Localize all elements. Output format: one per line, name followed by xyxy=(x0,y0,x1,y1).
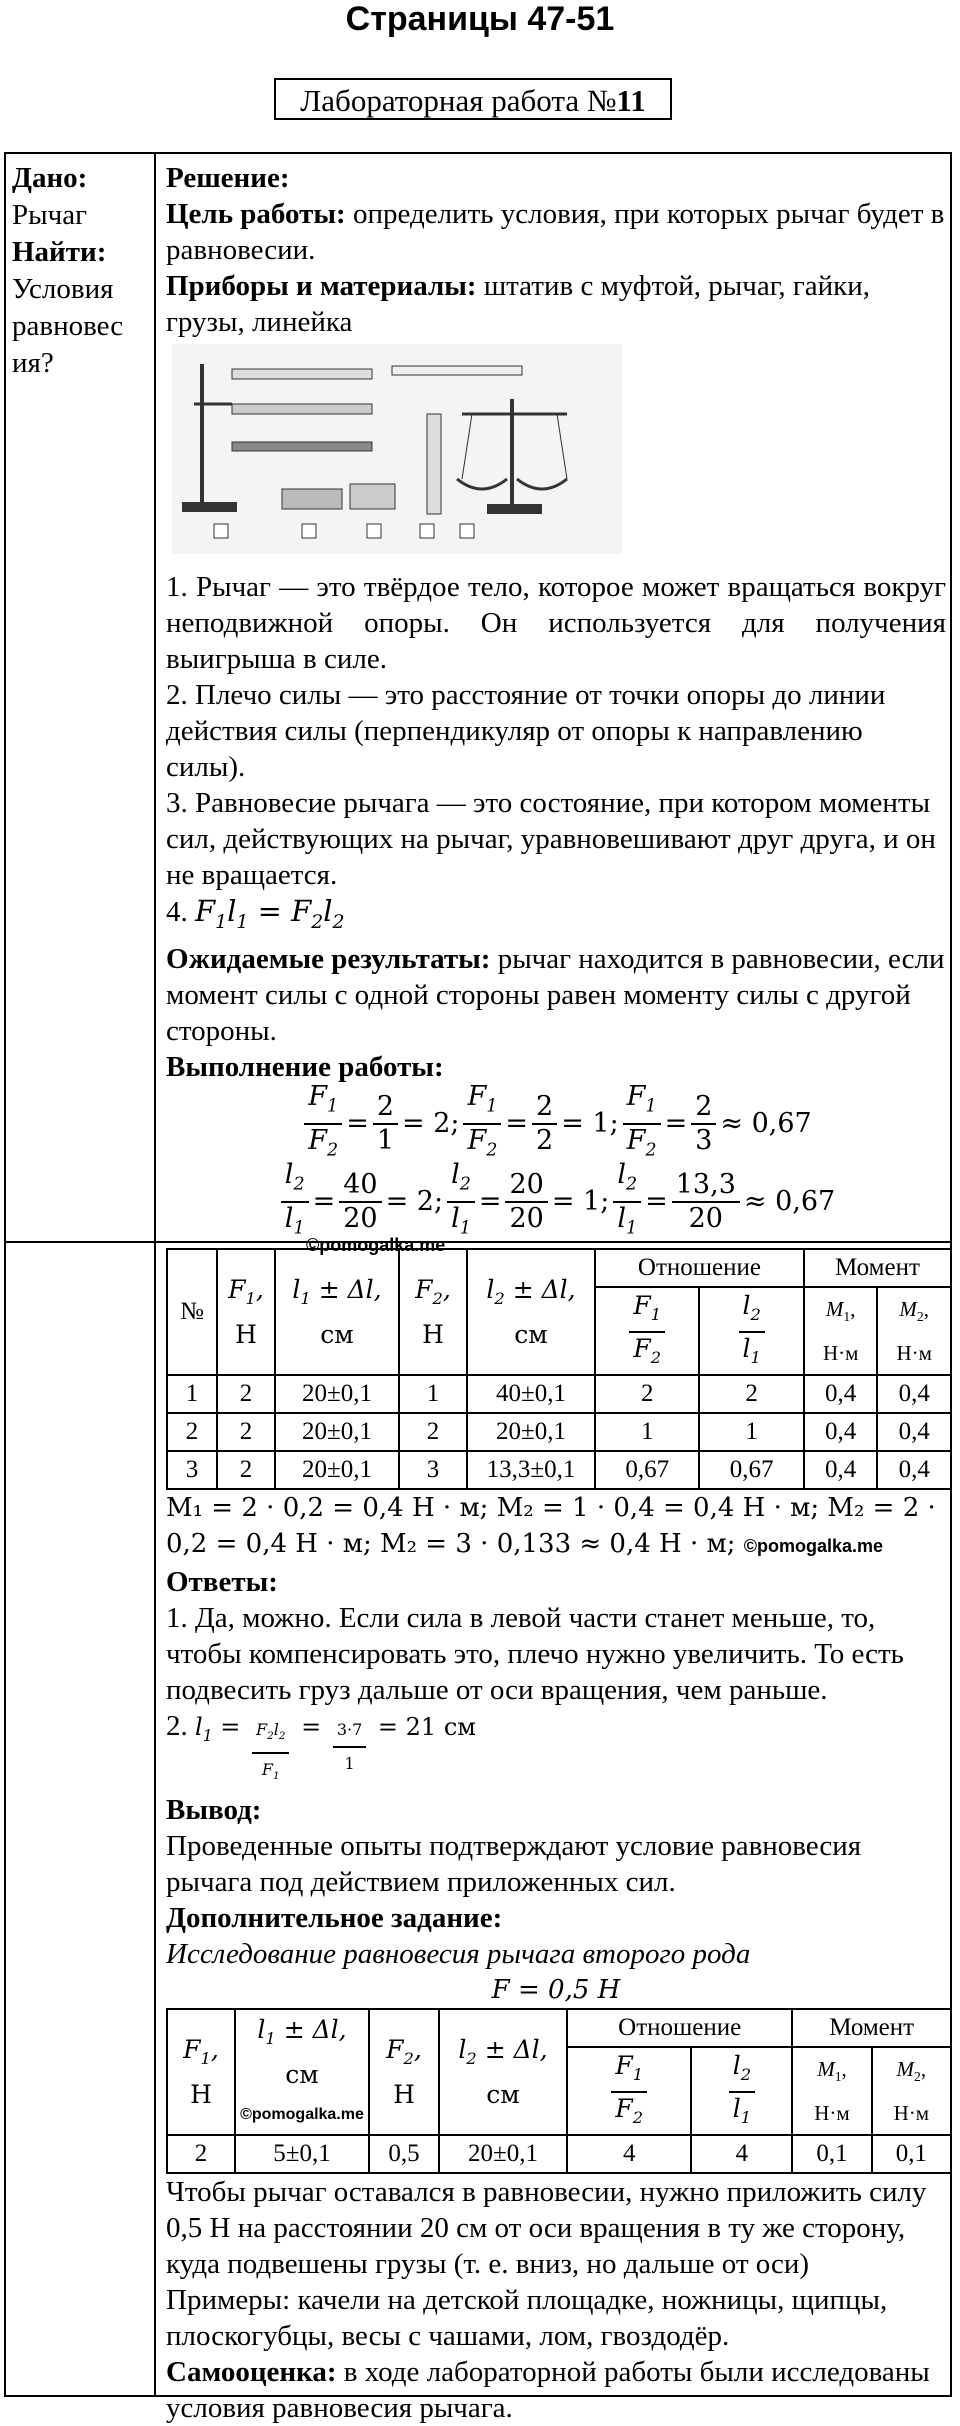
th2-m2: $M_2$, Н·м xyxy=(872,2047,951,2135)
th2-f2: $F_2$, Н xyxy=(369,2009,439,2135)
item-4 xyxy=(166,893,946,941)
moments-line-2-wrap xyxy=(166,1526,946,1564)
th2-m1: $M_1$, Н·м xyxy=(792,2047,871,2135)
item-2: 2. Плечо силы — это расстояние от точки опоры до линии действия силы (перпендикуляр от опоры к направлению силы). xyxy=(166,679,886,783)
selfcheck-label: Самооценка: xyxy=(166,2356,337,2389)
moments-line-2: 0,2 = 0,4 Н · м; M₂ = 3 · 0,133 ≈ 0,4 Н · м; xyxy=(166,1529,736,1559)
th-f1: $F_1$, Н xyxy=(217,1249,275,1375)
lab-title-box xyxy=(274,78,672,120)
expected-paragraph xyxy=(166,941,946,1049)
th2-l2-l1: $\frac{l_2}{l_1}$ xyxy=(691,2047,792,2135)
tools-text: штатив с муфтой, рычаг, гайки, грузы, линейка xyxy=(166,270,871,338)
equipment-illustration xyxy=(172,344,622,554)
given-column xyxy=(12,160,150,382)
dano-value: Рычаг xyxy=(12,199,87,231)
extra-force: F = 0,5 Н xyxy=(491,1975,621,2006)
solution-column xyxy=(166,160,946,1263)
find-value-3: ия? xyxy=(12,347,54,379)
selfcheck-text: в ходе лабораторной работы были исследованы условия равновесия рычага. xyxy=(166,2356,930,2425)
solution-heading: Решение: xyxy=(166,162,290,194)
execution-label: Выполнение работы: xyxy=(166,1050,444,1083)
results-section xyxy=(166,1248,946,2426)
conclusion-label: Вывод: xyxy=(166,1794,262,1827)
force-ratio-formula: $\frac{F_1}{F_2}$ = $\frac{2}{1}$ = 2; $\frac{F_1}{F_2}$ = $\frac{2}{2}$ = 1; $\frac{F_1}{F_2}$ = $\frac{2}{3}$ ≈ 0,67 xyxy=(166,1085,946,1163)
watermark-2: ©pomogalka.me xyxy=(743,1536,884,1556)
th-f2: $F_2$, Н xyxy=(399,1249,467,1375)
th-ratio: Отношение xyxy=(595,1249,804,1287)
th-num: № xyxy=(167,1249,217,1375)
lab-number: 11 xyxy=(616,83,646,118)
expected-label: Ожидаемые результаты: xyxy=(166,942,491,975)
tools-label: Приборы и материалы: xyxy=(166,270,477,302)
answer-2-result: = 21 см xyxy=(370,1713,476,1741)
goal-label: Цель работы: xyxy=(166,198,346,230)
extra-table xyxy=(166,2008,952,2174)
item-3: 3. Равновесие рычага — это состояние, при котором моменты сил, действующих на рычаг, уравновешивают друг друга, и он не вращается. xyxy=(166,787,936,891)
dano-label: Дано: xyxy=(12,162,88,194)
table-row: 3 2 20±0,1 3 13,3±0,1 0,67 0,67 0,4 0,4 xyxy=(167,1451,951,1489)
tools-paragraph xyxy=(166,268,946,340)
examples-text: Примеры: качели на детской площадке, ножницы, щипцы, плоскогубцы, весы с чашами, лом, гвоздодёр. xyxy=(166,2284,888,2353)
watermark-1: ©pomogalka.me xyxy=(306,1234,446,1255)
conclusion-text: Проведенные опыты подтверждают условие равновесия рычага под действием приложенных сил. xyxy=(166,1830,862,1899)
answer-2 xyxy=(166,1708,946,1792)
find-label: Найти: xyxy=(12,236,107,268)
extra-label: Дополнительное задание: xyxy=(166,1902,503,1935)
find-value-2: равновес xyxy=(12,310,124,342)
goal-text: определить условия, при которых рычаг будет в равновесии. xyxy=(166,198,945,266)
goal-paragraph xyxy=(166,196,946,268)
th2-moment: Момент xyxy=(792,2009,951,2047)
th-m1: $M_1$, Н·м xyxy=(804,1287,878,1375)
table-row: 2 5±0,1 0,5 20±0,1 4 4 0,1 0,1 xyxy=(167,2135,951,2173)
results-table xyxy=(166,1248,952,1490)
item-1: 1. Рычаг — это твёрдое тело, которое может вращаться вокруг неподвижной опоры. Он используется для получения выигрыша в силе. xyxy=(166,571,946,675)
moments-line-1: M₁ = 2 · 0,2 = 0,4 Н · м; M₂ = 1 · 0,4 = 0,4 Н · м; M₂ = 2 · xyxy=(166,1493,936,1523)
th-l2: $l_2 \pm \Delta l$, см xyxy=(467,1249,595,1375)
th2-f1: $F_1$, Н xyxy=(167,2009,235,2135)
table-row: 2 2 20±0,1 2 20±0,1 1 1 0,4 0,4 xyxy=(167,1413,951,1451)
th-moment: Момент xyxy=(804,1249,951,1287)
lab-title-text: Лабораторная работа № xyxy=(300,83,617,118)
find-value-1: Условия xyxy=(12,273,114,305)
arm-ratio-formula: $\frac{l_2}{l_1}$ = $\frac{40}{20}$ = 2; $\frac{l_2}{l_1}$ = $\frac{20}{20}$ = 1; $\frac{l_2}{l_1}$ = $\frac{13,3}{20}$ ≈ 0,67 xyxy=(166,1163,946,1241)
column-divider xyxy=(154,152,156,2397)
answer-2-prefix: 2. xyxy=(166,1710,195,1742)
expected-text: рычаг находится в равновесии, если момент силы с одной стороны равен моменту силы с другой стороны. xyxy=(166,942,945,1047)
answer-2-formula: $l_1$ = $\frac{F_2l_2}{F_1}$ = $\frac{3\cdot 7}{1}$ xyxy=(195,1713,370,1741)
item-4-prefix: 4. xyxy=(166,896,195,928)
lever-rule-formula: $F_1l_1 = F_2l_2$ xyxy=(195,894,345,933)
extra-text: Чтобы рычаг оставался в равновесии, нужно приложить силу 0,5 Н на расстоянии 20 см от оси вращения в ту же сторону, куда подвешены грузы (т. е. вниз, но дальше от оси) xyxy=(166,2176,927,2281)
table-row: 1 2 20±0,1 1 40±0,1 2 2 0,4 0,4 xyxy=(167,1375,951,1413)
extra-subtitle: Исследование равновесия рычага второго рода xyxy=(166,1938,751,1971)
answer-1: 1. Да, можно. Если сила в левой части станет меньше, то, чтобы компенсировать это, плечо нужно увеличить. То есть подвесить груз дальше от оси вращения, чем раньше. xyxy=(166,1602,904,1706)
th2-f1-f2: $\frac{F_1}{F_2}$ xyxy=(567,2047,691,2135)
selfcheck-paragraph xyxy=(166,2354,946,2426)
th-m2: $M_2$, Н·м xyxy=(877,1287,951,1375)
th-l2-l1: $\frac{l_2}{l_1}$ xyxy=(699,1287,803,1375)
th2-l1: $l_1 \pm \Delta l$, см ©pomogalka.me xyxy=(235,2009,369,2135)
th2-l2: $l_2 \pm \Delta l$, см xyxy=(439,2009,567,2135)
answers-label: Ответы: xyxy=(166,1566,278,1598)
page-title: Страницы 47-51 xyxy=(345,0,615,38)
th-l1: $l_1 \pm \Delta l$, см xyxy=(275,1249,399,1375)
th2-ratio: Отношение xyxy=(567,2009,792,2047)
th-f1-f2: $\frac{F_1}{F_2}$ xyxy=(595,1287,699,1375)
